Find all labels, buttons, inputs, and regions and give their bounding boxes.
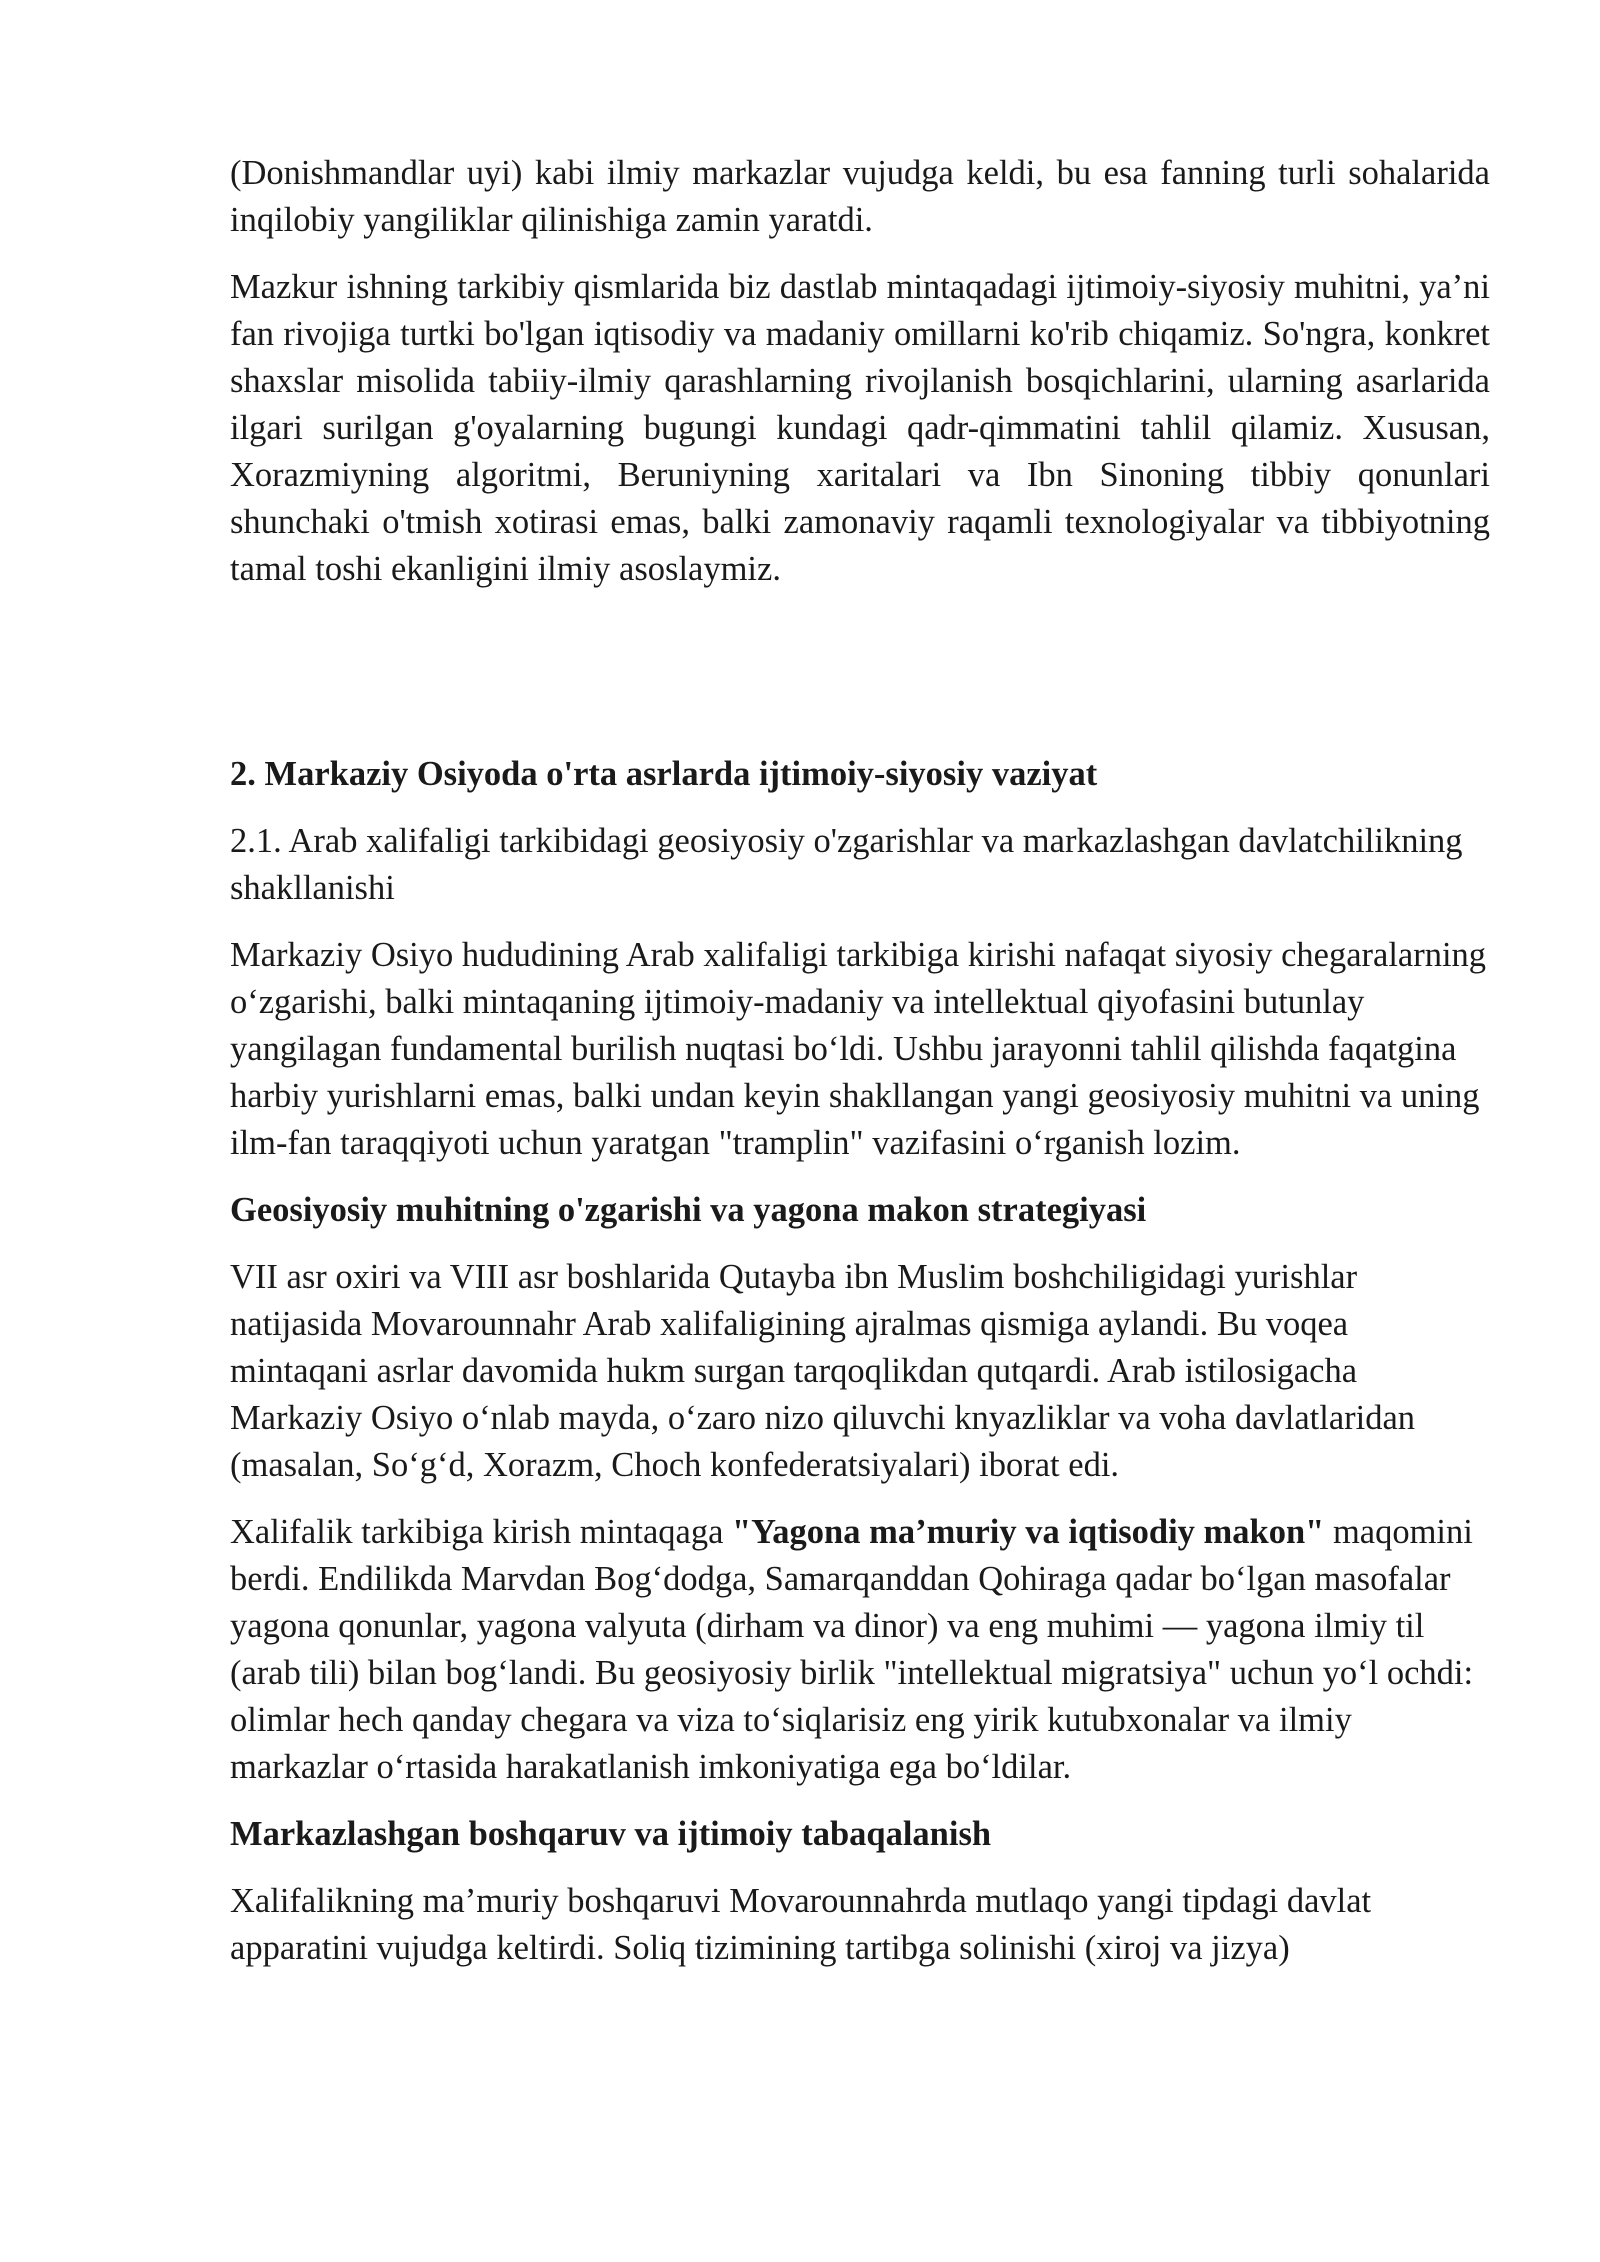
subsection-title: 2.1. Arab xalifaligi tarkibidagi geosiyosiy o'zgarishlar va markazlashgan davlatchilikning shakllanishi [230,822,1463,907]
unified-space-emphasis: "Yagona ma’muriy va iqtisodiy makon" [732,1513,1325,1551]
paragraph-work-structure: Mazkur ishning tarkibiy qismlarida biz dastlab mintaqadagi ijtimoiy-siyosiy muhitni, ya’ni fan rivojiga turtki bo'lgan iqtisodiy va madaniy omillarni ko'rib chiqamiz. So'ngra, konkret shaxslar misolida tabiiy-ilmiy qarashlarning rivojlanish bosqichlarini, ularning asarlarida ilgari surilgan g'oyalarning bugungi kundagi qadr-qimmatini tahlil qilamiz. Xususan, Xorazmiyning algoritmi, Beruniyning xaritalari va Ibn Sinoning tibbiy qonunlari shunchaki o'tmish xotirasi emas, balki zamonaviy raqamli texnologiyalar va tibbiyotning tamal toshi ekanligini ilmiy asoslaymiz. [230,268,1490,588]
section-heading: 2. Markaziy Osiyoda o'rta asrlarda ijtimoiy-siyosiy vaziyat [230,755,1098,793]
paragraph-intro-continued: (Donishmandlar uyi) kabi ilmiy markazlar vujudga keldi, bu esa fanning turli sohalarida inqilobiy yangiliklar qilinishiga zamin yaratdi. [230,154,1490,239]
unified-space-text-end: maqomini berdi. Endilikda Marvdan Bog‘dodga, Samarqanddan Qohiraga qadar bo‘lgan masofalar yagona qonunlar, yagona valyuta (dirham va dinor) va eng muhimi — yagona ilmiy til (arab tili) bilan bog‘landi. Bu geosiyosiy birlik "intellektual migratsiya" uchun yo‘l ochdi: olimlar hech qanday chegara va viza to‘siqlarisiz eng yirik kutubxonalar va ilmiy markazlar o‘rtasida harakatlanish imkoniyatiga ega bo‘ldilar. [230,1513,1474,1786]
section-spacer [230,613,1490,751]
paragraph-unified-space [230,1509,1490,1791]
paragraph-subsection-intro: Markaziy Osiyo hududining Arab xalifaligi tarkibiga kirishi nafaqat siyosiy chegaralarning o‘zgarishi, balki mintaqaning ijtimoiy-madaniy va intellektual qiyofasini butunlay yangilagan fundamental burilish nuqtasi bo‘ldi. Ushbu jarayonni tahlil qilishda faqatgina harbiy yurishlarni emas, balki undan keyin shakllangan yangi geosiyosiy muhitni va uning ilm-fan taraqqiyoti uchun yaratgan "tramplin" vazifasini o‘rganish lozim. [230,936,1487,1162]
document-page [230,150,1490,1992]
unified-space-text-start: Xalifalik tarkibiga kirish mintaqaga [230,1513,733,1551]
paragraph-administration: Xalifalikning ma’muriy boshqaruvi Movarounnahrda mutlaqo yangi tipdagi davlat apparatini vujudga keltirdi. Soliq tizimining tartibga solinishi (xiroj va jizya) [230,1882,1372,1967]
subheading-centralized-administration: Markazlashgan boshqaruv va ijtimoiy tabaqalanish [230,1815,992,1853]
subheading-geopolitical-environment: Geosiyosiy muhitning o'zgarishi va yagona makon strategiyasi [230,1191,1147,1229]
paragraph-qutayba-campaigns: VII asr oxiri va VIII asr boshlarida Qutayba ibn Muslim boshchiligidagi yurishlar natijasida Movarounnahr Arab xalifaligining ajralmas qismiga aylandi. Bu voqea mintaqani asrlar davomida hukm surgan tarqoqlikdan qutqardi. Arab istilosigacha Markaziy Osiyo o‘nlab mayda, o‘zaro nizo qiluvchi knyazliklar va voha davlatlaridan (masalan, So‘g‘d, Xorazm, Choch konfederatsiyalari) iborat edi. [230,1258,1416,1484]
